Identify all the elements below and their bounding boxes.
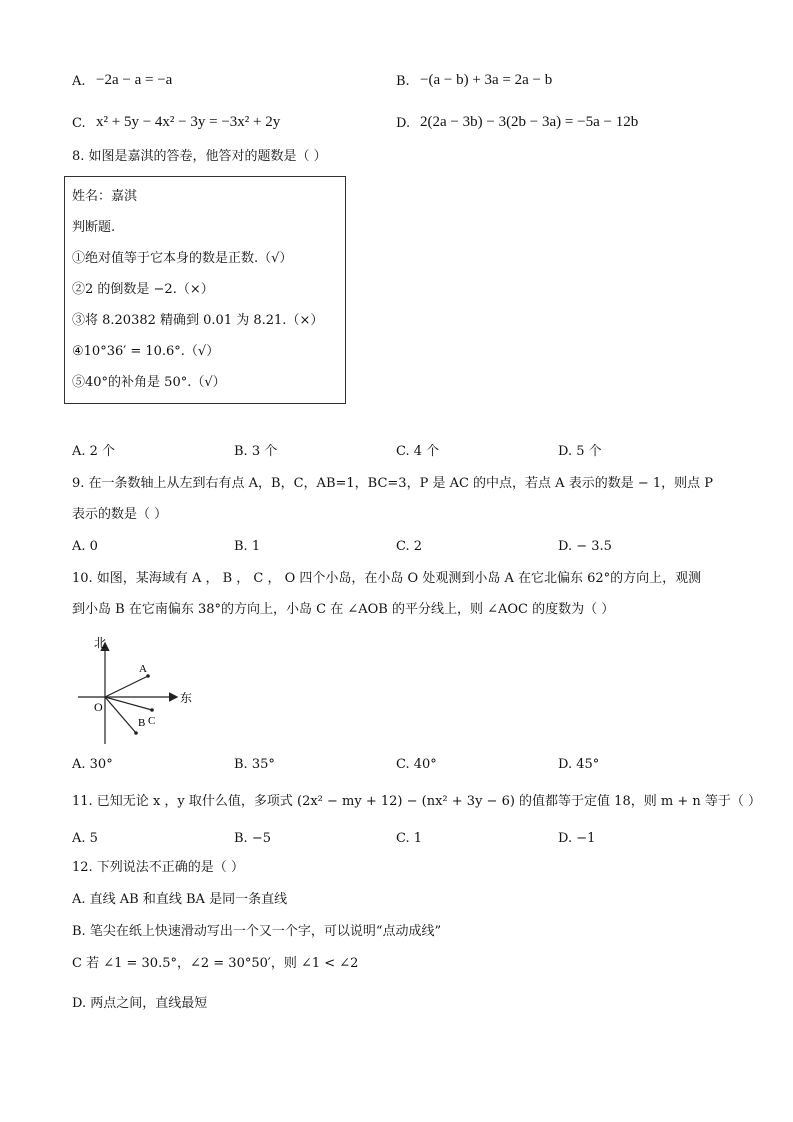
q12-option-a: A. 直线 AB 和直线 BA 是同一条直线	[72, 892, 288, 907]
q12-option-c: C 若 ∠1 = 30.5°，∠2 = 30°50′，则 ∠1 < ∠2	[72, 956, 359, 971]
q8-option-c: C. 4 个	[396, 444, 440, 459]
q7-option-d-label: D.	[396, 116, 411, 131]
q8-card-item-3: ③将 8.20382 精确到 0.01 为 8.21.（×）	[72, 313, 324, 328]
q10-option-a: A. 30°	[72, 757, 113, 772]
point-b	[134, 731, 138, 735]
q11-option-a: A. 5	[72, 831, 98, 846]
b-label: B	[138, 717, 146, 729]
q9-stem-line1: 9. 在一条数轴上从左到右有点 A，B，C，AB=1，BC=3，P 是 AC 的中点，若点 A 表示的数是 − 1，则点 P	[72, 476, 714, 491]
q8-card-type: 判断题.	[72, 220, 116, 235]
ray-oc	[105, 697, 152, 710]
q8-option-a: A. 2 个	[72, 444, 116, 459]
north-label: 北	[94, 636, 107, 650]
o-label: O	[94, 700, 103, 714]
q7-option-b-math: −(a − b) + 3a = 2a − b	[420, 72, 553, 88]
q9-option-d: D. − 3.5	[558, 539, 612, 554]
q8-card-item-1: ①绝对值等于它本身的数是正数.（√）	[72, 251, 293, 266]
q8-card-item-4: ④10°36′ = 10.6°.（√）	[72, 344, 220, 359]
q7-option-c-label: C.	[72, 116, 86, 131]
q11-option-b: B. −5	[234, 831, 271, 846]
q8-stem: 8. 如图是嘉淇的答卷，他答对的题数是（ ）	[72, 149, 327, 164]
point-c	[150, 708, 154, 712]
q7-option-d-math: 2(2a − 3b) − 3(2b − 3a) = −5a − 12b	[420, 114, 639, 130]
q8-option-b: B. 3 个	[234, 444, 278, 459]
c-label: C	[148, 715, 156, 727]
ray-ob	[105, 697, 136, 733]
q12-stem: 12. 下列说法不正确的是（ ）	[72, 860, 244, 875]
q11-option-d: D. −1	[558, 831, 596, 846]
q11-option-c: C. 1	[396, 831, 423, 846]
q7-option-a-label: A.	[72, 74, 86, 89]
q7-option-a-math: −2a − a = −a	[96, 72, 173, 88]
q12-option-d: D. 两点之间，直线最短	[72, 996, 208, 1011]
q10-option-d: D. 45°	[558, 757, 600, 772]
q9-option-c: C. 2	[396, 539, 423, 554]
q8-card-item-5: ⑤40°的补角是 50°.（√）	[72, 375, 226, 390]
q11-stem: 11. 已知无论 x ，y 取什么值，多项式 (2x² − my + 12) − (nx² + 3y − 6) 的值都等于定值 18，则 m + n 等于（ ）	[72, 794, 761, 809]
ray-oa	[105, 676, 148, 697]
q7-option-b-label: B.	[396, 74, 410, 89]
a-label: A	[139, 663, 147, 675]
q8-card-name: 姓名：嘉淇	[72, 189, 138, 204]
q10-option-b: B. 35°	[234, 757, 275, 772]
q10-option-c: C. 40°	[396, 757, 437, 772]
q10-compass-figure	[72, 630, 202, 748]
east-label: 东	[180, 691, 193, 705]
q8-option-d: D. 5 个	[558, 444, 602, 459]
q12-option-b: B. 笔尖在纸上快速滑动写出一个又一个字，可以说明“点动成线”	[72, 924, 442, 939]
q9-stem-line2: 表示的数是（ ）	[72, 507, 168, 522]
q10-stem-line1: 10. 如图，某海域有 A ， B ， C ， O 四个小岛，在小岛 O 处观测到小岛 A 在它北偏东 62°的方向上，观测	[72, 571, 702, 586]
q7-option-c-math: x² + 5y − 4x² − 3y = −3x² + 2y	[96, 114, 281, 130]
q10-stem-line2: 到小岛 B 在它南偏东 38°的方向上，小岛 C 在 ∠AOB 的平分线上，则 ∠AOC 的度数为（ ）	[72, 602, 615, 617]
q9-option-b: B. 1	[234, 539, 261, 554]
q9-option-a: A. 0	[72, 539, 98, 554]
q8-card-item-2: ②2 的倒数是 −2.（×）	[72, 282, 214, 297]
